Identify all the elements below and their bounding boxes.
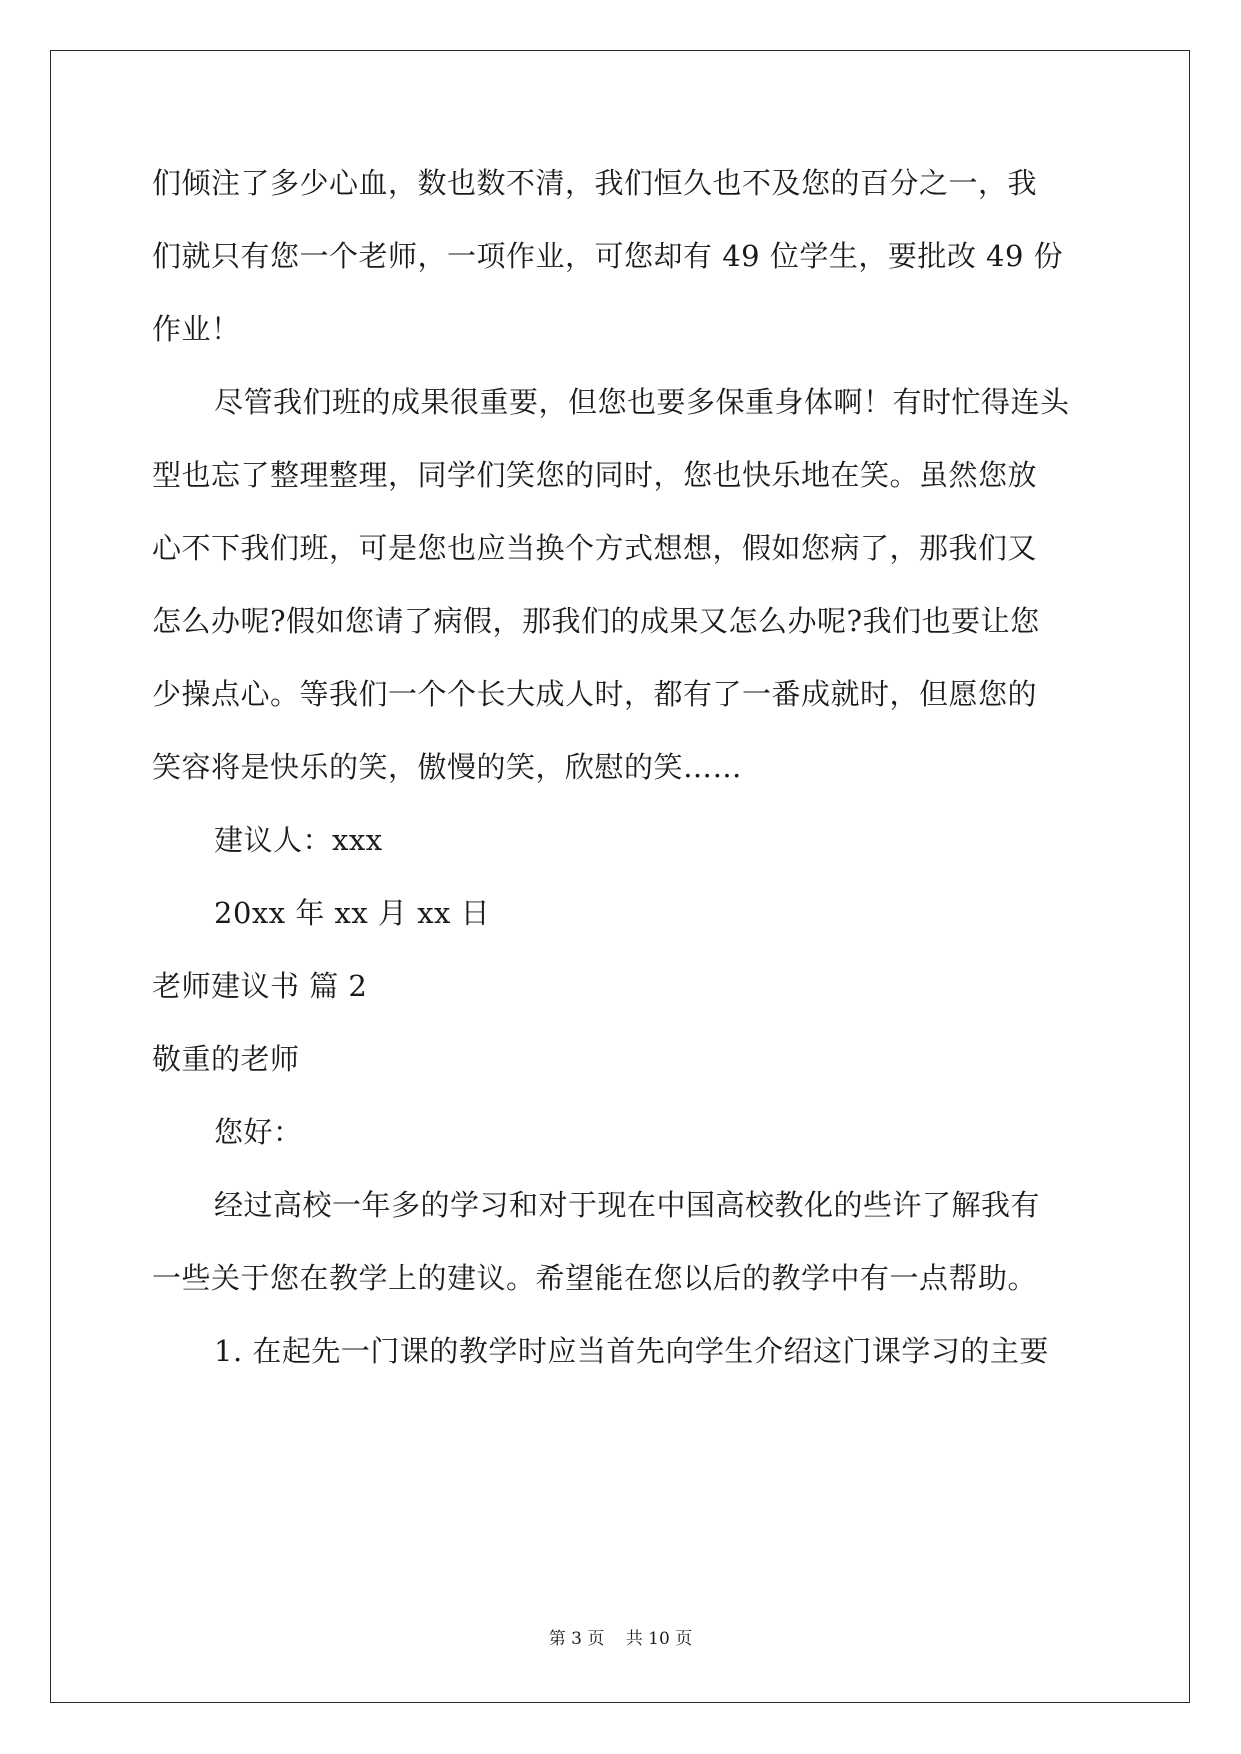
greeting: 您好：: [214, 1115, 303, 1149]
text-line: 怎么办呢?假如您请了病假，那我们的成果又怎么办呢?我们也要让您: [152, 604, 1040, 638]
section-heading: 老师建议书 篇 2: [152, 969, 368, 1003]
signature: 建议人：xxx: [214, 823, 383, 857]
salutation: 敬重的老师: [152, 1042, 300, 1076]
page-total: 共 10 页: [625, 1629, 693, 1649]
page-frame: [50, 50, 1190, 1703]
text-line: 一些关于您在教学上的建议。希望能在您以后的教学中有一点帮助。: [152, 1261, 1038, 1295]
text-line: 1. 在起先一门课的教学时应当首先向学生介绍这门课学习的主要: [214, 1334, 1049, 1368]
text-line: 们就只有您一个老师，一项作业，可您却有 49 位学生，要批改 49 份: [152, 239, 1064, 273]
page-number: 第 3 页: [548, 1629, 605, 1649]
text-line: 们倾注了多少心血，数也数不清，我们恒久也不及您的百分之一，我: [152, 166, 1038, 200]
page-footer: [0, 1624, 1241, 1649]
text-line: 作业！: [152, 312, 241, 346]
text-line: 经过高校一年多的学习和对于现在中国高校教化的些许了解我有: [214, 1188, 1041, 1222]
text-line: 笑容将是快乐的笑，傲慢的笑，欣慰的笑……: [152, 750, 743, 784]
date: 20xx 年 xx 月 xx 日: [214, 896, 491, 930]
text-line: 心不下我们班，可是您也应当换个方式想想，假如您病了，那我们又: [152, 531, 1038, 565]
text-line: 尽管我们班的成果很重要，但您也要多保重身体啊！有时忙得连头: [214, 385, 1070, 419]
text-line: 少操点心。等我们一个个长大成人时，都有了一番成就时，但愿您的: [152, 677, 1038, 711]
text-line: 型也忘了整理整理，同学们笑您的同时，您也快乐地在笑。虽然您放: [152, 458, 1038, 492]
